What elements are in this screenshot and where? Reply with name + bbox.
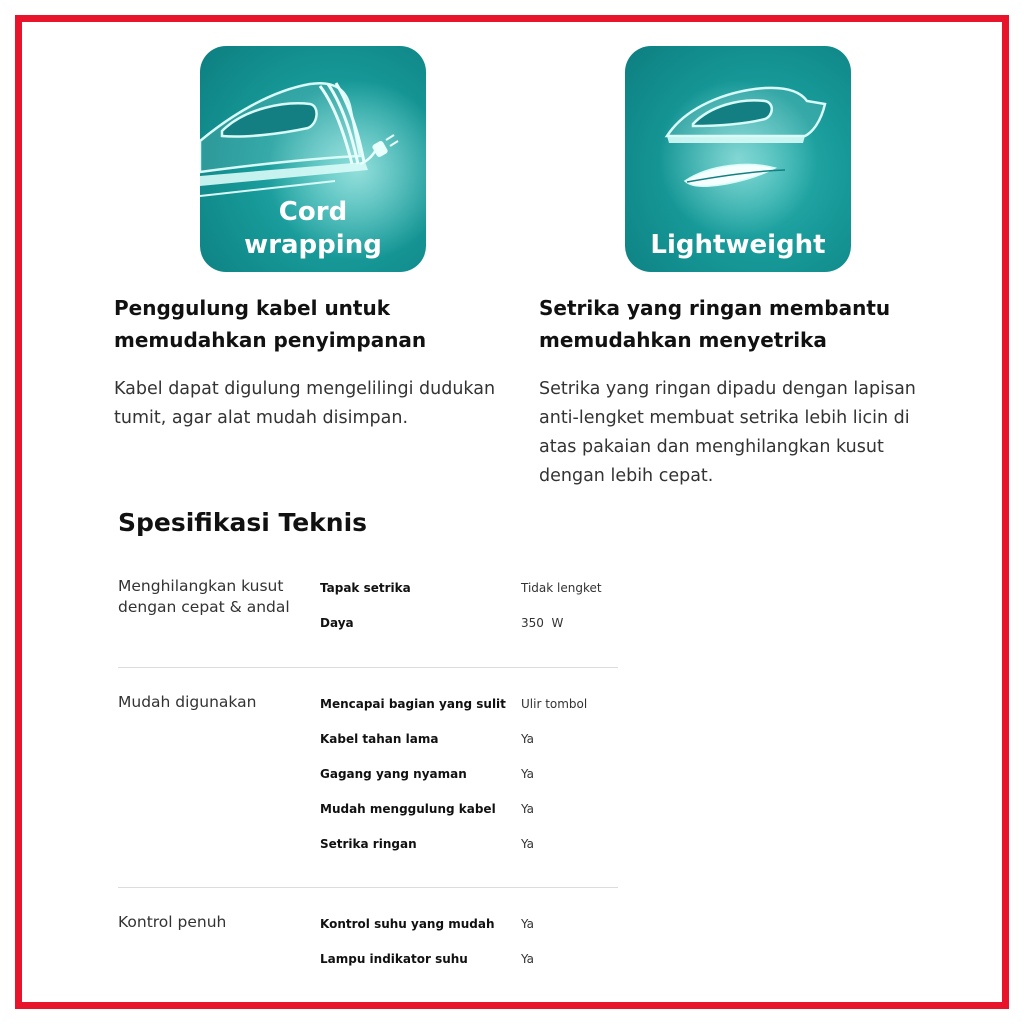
spec-key: Gagang yang nyaman bbox=[320, 767, 467, 781]
spec-value: Ya bbox=[521, 767, 535, 781]
spec-divider bbox=[118, 887, 618, 888]
lightweight-badge bbox=[625, 46, 851, 272]
spec-value: Ulir tombol bbox=[521, 697, 588, 711]
spec-heading: Spesifikasi Teknis bbox=[118, 508, 368, 537]
feature-title-lightweight: Setrika yang ringan membantu memudahkan menyetrika bbox=[539, 296, 891, 352]
badge-line: wrapping bbox=[244, 230, 382, 260]
feature-title-cord: Penggulung kabel untuk memudahkan penyimpanan bbox=[114, 296, 427, 352]
feature-desc-lightweight: Setrika yang ringan dipadu dengan lapisan anti-lengket membuat setrika lebih licin di atas pakaian dan menghilangkan kusut dengan lebih cepat. bbox=[539, 379, 916, 486]
spec-key: Mudah menggulung kabel bbox=[320, 802, 496, 816]
spec-key: Mencapai bagian yang sulit bbox=[320, 697, 506, 711]
spec-group-label: Mudah digunakan bbox=[118, 693, 257, 711]
spec-group-label: Kontrol penuh bbox=[118, 913, 227, 931]
spec-key: Daya bbox=[320, 616, 354, 630]
spec-key: Kabel tahan lama bbox=[320, 732, 439, 746]
spec-value: Tidak lengket bbox=[521, 581, 602, 595]
spec-value: Ya bbox=[521, 837, 535, 851]
spec-value: 350 W bbox=[521, 616, 564, 630]
spec-divider bbox=[118, 667, 618, 668]
badge-line: Cord bbox=[278, 197, 348, 227]
spec-key: Setrika ringan bbox=[320, 837, 417, 851]
spec-key: Kontrol suhu yang mudah bbox=[320, 917, 495, 931]
spec-key: Tapak setrika bbox=[320, 581, 411, 595]
feature-desc-cord: Kabel dapat digulung mengelilingi dudukan tumit, agar alat mudah disimpan. bbox=[114, 379, 496, 428]
spec-value: Ya bbox=[521, 802, 535, 816]
spec-group-label: Menghilangkan kusut dengan cepat & andal bbox=[118, 577, 290, 616]
badge-line: Lightweight bbox=[650, 230, 826, 260]
spec-value: Ya bbox=[521, 917, 535, 931]
spec-value: Ya bbox=[521, 732, 535, 746]
cord-wrapping-badge bbox=[200, 46, 426, 272]
spec-key: Lampu indikator suhu bbox=[320, 952, 468, 966]
spec-value: Ya bbox=[521, 952, 535, 966]
